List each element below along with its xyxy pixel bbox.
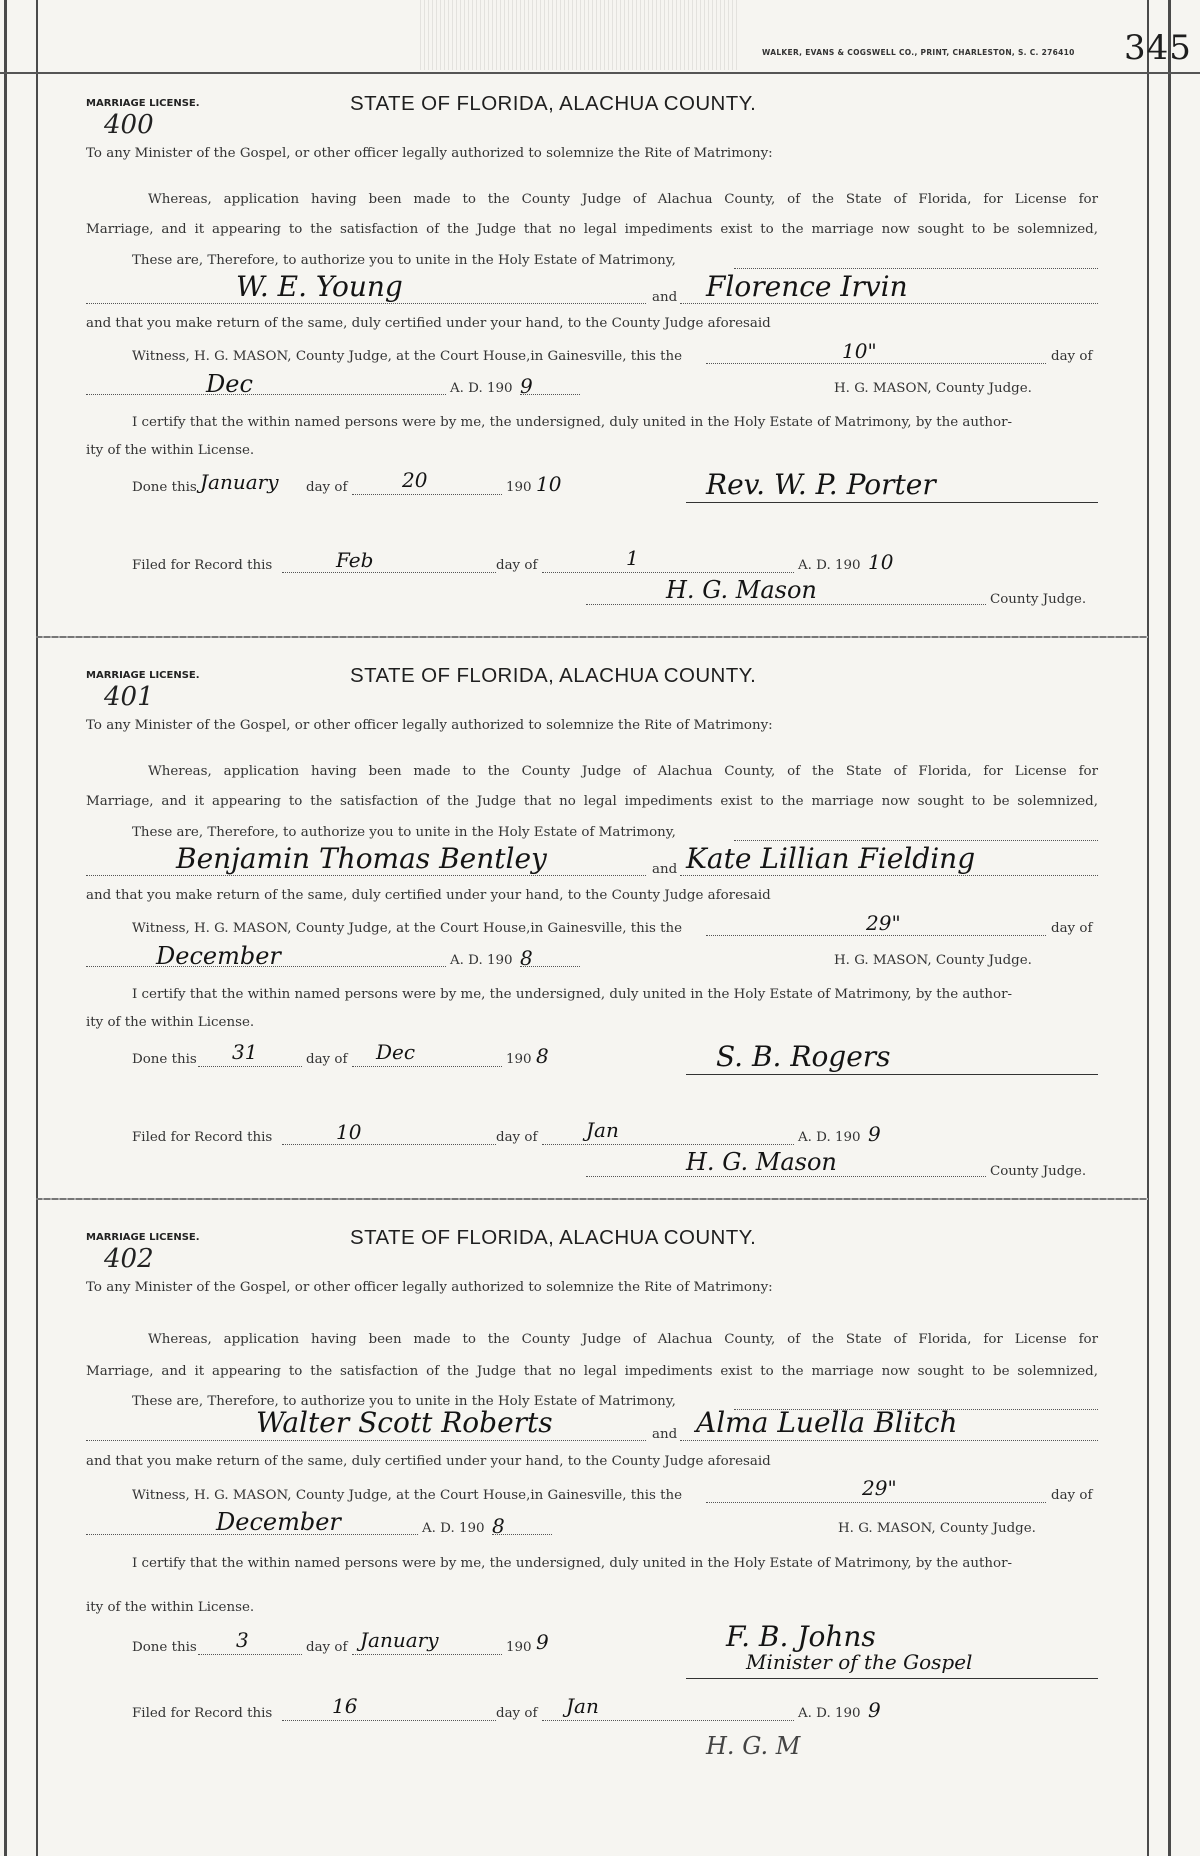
witness-month: December (216, 1508, 341, 1536)
bride-name: Florence Irvin (706, 270, 908, 303)
return-line: and that you make return of the same, duly certified under your hand, to the County Judge aforesaid (86, 316, 771, 331)
right-margin-rule (1168, 0, 1171, 1856)
year-prefix: 190 (506, 1052, 532, 1067)
done-year: 10 (536, 472, 562, 496)
day-of-lc-label: day of (496, 1130, 538, 1145)
certify-line-2: ity of the within License. (86, 1015, 255, 1030)
top-binding-shadow (420, 0, 740, 70)
day-of-label: day of (1051, 349, 1093, 364)
done-month: 20 (402, 468, 428, 492)
whereas-line-2: Marriage, and it appearing to the satisfaction of the Judge that no legal impediments exist to the marriage now sought to be solemnized, (86, 794, 1098, 809)
done-day: 31 (232, 1040, 258, 1064)
day-of-label: day of (1051, 1488, 1093, 1503)
filed-year: 10 (868, 550, 894, 574)
county-judge-label: County Judge. (990, 592, 1087, 607)
state-title: STATE OF FLORIDA, ALACHUA COUNTY. (350, 92, 757, 115)
to-minister-line: To any Minister of the Gospel, or other officer legally authorized to solemnize the Rite of Matrimony: (86, 1280, 773, 1295)
officiant-line (686, 1074, 1098, 1075)
right-inner-rule (1147, 0, 1149, 1856)
groom-line (86, 875, 646, 876)
day-of-lc-label: day of (496, 1706, 538, 1721)
these-are-line: These are, Therefore, to authorize you to unite in the Holy Estate of Matrimony, (132, 1394, 676, 1409)
ad-label: A. D. 190 (798, 558, 861, 573)
witness-year-line (520, 966, 580, 967)
witness-year: 9 (520, 374, 533, 398)
year-prefix: 190 (506, 1640, 532, 1655)
these-are-line: These are, Therefore, to authorize you to unite in the Holy Estate of Matrimony, (132, 825, 676, 840)
and-word: and (652, 290, 678, 305)
left-inner-rule (36, 0, 38, 1856)
return-line: and that you make return of the same, duly certified under your hand, to the County Judge aforesaid (86, 1454, 771, 1469)
printer-imprint: WALKER, EVANS & COGSWELL CO., PRINT, CHARLESTON, S. C. 276410 (762, 48, 1075, 57)
officiant-signature: F. B. Johns (726, 1620, 876, 1653)
officiant-title: Minister of the Gospel (746, 1650, 973, 1674)
day-of-label: day of (1051, 921, 1093, 936)
witness-line: Witness, H. G. MASON, County Judge, at the Court House,in Gainesville, this the (132, 921, 683, 936)
bride-line (680, 1440, 1098, 1441)
filed-label: Filed for Record this (132, 1706, 273, 1721)
witness-day-line (706, 935, 1046, 936)
done-month-line (352, 1654, 502, 1655)
whereas-line-1: Whereas, application having been made to the County Judge of Alachua County, of the State of Florida, for License for (148, 764, 1098, 779)
filed-year: 9 (868, 1698, 881, 1722)
license-label: MARRIAGE LICENSE. (86, 98, 200, 109)
witness-month: Dec (206, 370, 253, 398)
filed-month-line (542, 572, 794, 573)
witness-line: Witness, H. G. MASON, County Judge, at the Court House,in Gainesville, this the (132, 349, 683, 364)
left-margin-rule (4, 0, 7, 1856)
state-title: STATE OF FLORIDA, ALACHUA COUNTY. (350, 664, 757, 687)
ad-label: A. D. 190 (450, 953, 513, 968)
certify-line-1: I certify that the within named persons were by me, the undersigned, duly united in the Holy Estate of Matrimony, by the author- (132, 987, 1012, 1002)
groom-name: Benjamin Thomas Bentley (176, 842, 547, 875)
certify-line-1: I certify that the within named persons were by me, the undersigned, duly united in the Holy Estate of Matrimony, by the author- (132, 1556, 1012, 1571)
done-day: January (200, 470, 279, 494)
day-of-lc-label: day of (306, 1052, 348, 1067)
groom-name: W. E. Young (236, 270, 403, 303)
license-number: 400 (104, 110, 154, 140)
filed-month: Jan (586, 1118, 619, 1142)
witness-day: 29" (866, 911, 901, 935)
ad-label: A. D. 190 (798, 1706, 861, 1721)
filed-day-line (282, 1720, 496, 1721)
witness-month-line (86, 394, 446, 395)
filed-month: 1 (626, 546, 639, 570)
judge-signature: H. G. Mason (666, 576, 817, 604)
done-month: January (360, 1628, 439, 1652)
witness-day: 10" (842, 339, 877, 363)
certify-line-2: ity of the within License. (86, 443, 255, 458)
filed-day: Feb (336, 548, 374, 572)
to-minister-line: To any Minister of the Gospel, or other officer legally authorized to solemnize the Rite of Matrimony: (86, 146, 773, 161)
filed-day: 16 (332, 1694, 358, 1718)
witness-day: 29" (862, 1476, 897, 1500)
officiant-signature: S. B. Rogers (716, 1040, 891, 1073)
groom-line (86, 1440, 646, 1441)
whereas-line-2: Marriage, and it appearing to the satisfaction of the Judge that no legal impediments exist to the marriage now sought to be solemnized, (86, 222, 1098, 237)
whereas-line-2: Marriage, and it appearing to the satisfaction of the Judge that no legal impediments exist to the marriage now sought to be solemnized, (86, 1364, 1098, 1379)
these-are-line: These are, Therefore, to authorize you to unite in the Holy Estate of Matrimony, (132, 253, 676, 268)
section-separator (36, 636, 1148, 638)
ad-label: A. D. 190 (450, 381, 513, 396)
witness-month: December (156, 942, 281, 970)
witness-year: 8 (492, 1514, 505, 1538)
filed-day-line (282, 572, 496, 573)
filed-month: Jan (566, 1694, 599, 1718)
filed-month-line (542, 1144, 794, 1145)
county-judge-signature: H. G. MASON, County Judge. (834, 381, 1032, 396)
judge-signature: H. G. M (706, 1732, 801, 1760)
license-label: MARRIAGE LICENSE. (86, 670, 200, 681)
witness-year-line (492, 1534, 552, 1535)
section-separator (36, 1198, 1148, 1200)
filed-label: Filed for Record this (132, 1130, 273, 1145)
judge-signature-line (586, 1176, 986, 1177)
witness-year-line (520, 394, 580, 395)
done-this-label: Done this (132, 1052, 197, 1067)
bride-line (680, 875, 1098, 876)
judge-signature: H. G. Mason (686, 1148, 837, 1176)
witness-day-line (706, 363, 1046, 364)
done-year: 8 (536, 1044, 549, 1068)
judge-signature-line (586, 604, 986, 605)
groom-name: Walter Scott Roberts (256, 1406, 553, 1439)
ad-label: A. D. 190 (422, 1521, 485, 1536)
county-judge-signature: H. G. MASON, County Judge. (838, 1521, 1036, 1536)
done-day-line (198, 1654, 302, 1655)
done-this-label: Done this (132, 1640, 197, 1655)
whereas-line-1: Whereas, application having been made to the County Judge of Alachua County, of the State of Florida, for License for (148, 1332, 1098, 1347)
done-day-line (198, 1066, 302, 1067)
license-label: MARRIAGE LICENSE. (86, 1232, 200, 1243)
day-of-lc-label: day of (496, 558, 538, 573)
filed-day: 10 (336, 1120, 362, 1144)
county-judge-label: County Judge. (990, 1164, 1087, 1179)
ad-label: A. D. 190 (798, 1130, 861, 1145)
groom-line (86, 303, 646, 304)
day-of-lc-label: day of (306, 1640, 348, 1655)
done-day: 3 (236, 1628, 249, 1652)
page-number: 345 (1124, 28, 1192, 68)
filed-month-line (542, 1720, 794, 1721)
witness-day-line (706, 1502, 1046, 1503)
state-title: STATE OF FLORIDA, ALACHUA COUNTY. (350, 1226, 757, 1249)
officiant-line (686, 1678, 1098, 1679)
filed-day-line (282, 1144, 496, 1145)
year-prefix: 190 (506, 480, 532, 495)
to-minister-line: To any Minister of the Gospel, or other officer legally authorized to solemnize the Rite of Matrimony: (86, 718, 773, 733)
witness-line: Witness, H. G. MASON, County Judge, at the Court House,in Gainesville, this the (132, 1488, 683, 1503)
bride-name: Alma Luella Blitch (696, 1406, 958, 1439)
dotted-fill (734, 268, 1098, 269)
bride-line (680, 303, 1098, 304)
day-of-lc-label: day of (306, 480, 348, 495)
certify-line-2: ity of the within License. (86, 1600, 255, 1615)
done-month: Dec (376, 1040, 416, 1064)
bride-name: Kate Lillian Fielding (686, 842, 976, 875)
officiant-signature: Rev. W. P. Porter (706, 468, 936, 501)
and-word: and (652, 1427, 678, 1442)
done-month-line (352, 1066, 502, 1067)
filed-year: 9 (868, 1122, 881, 1146)
county-judge-signature: H. G. MASON, County Judge. (834, 953, 1032, 968)
license-number: 402 (104, 1244, 154, 1274)
and-word: and (652, 862, 678, 877)
witness-year: 8 (520, 946, 533, 970)
dotted-fill (734, 840, 1098, 841)
done-this-label: Done this (132, 480, 197, 495)
return-line: and that you make return of the same, duly certified under your hand, to the County Judge aforesaid (86, 888, 771, 903)
done-month-line (352, 494, 502, 495)
filed-label: Filed for Record this (132, 558, 273, 573)
certify-line-1: I certify that the within named persons were by me, the undersigned, duly united in the Holy Estate of Matrimony, by the author- (132, 415, 1012, 430)
done-year: 9 (536, 1630, 549, 1654)
license-number: 401 (104, 682, 154, 712)
whereas-line-1: Whereas, application having been made to the County Judge of Alachua County, of the State of Florida, for License for (148, 192, 1098, 207)
officiant-line (686, 502, 1098, 503)
header-rule (0, 72, 1200, 74)
